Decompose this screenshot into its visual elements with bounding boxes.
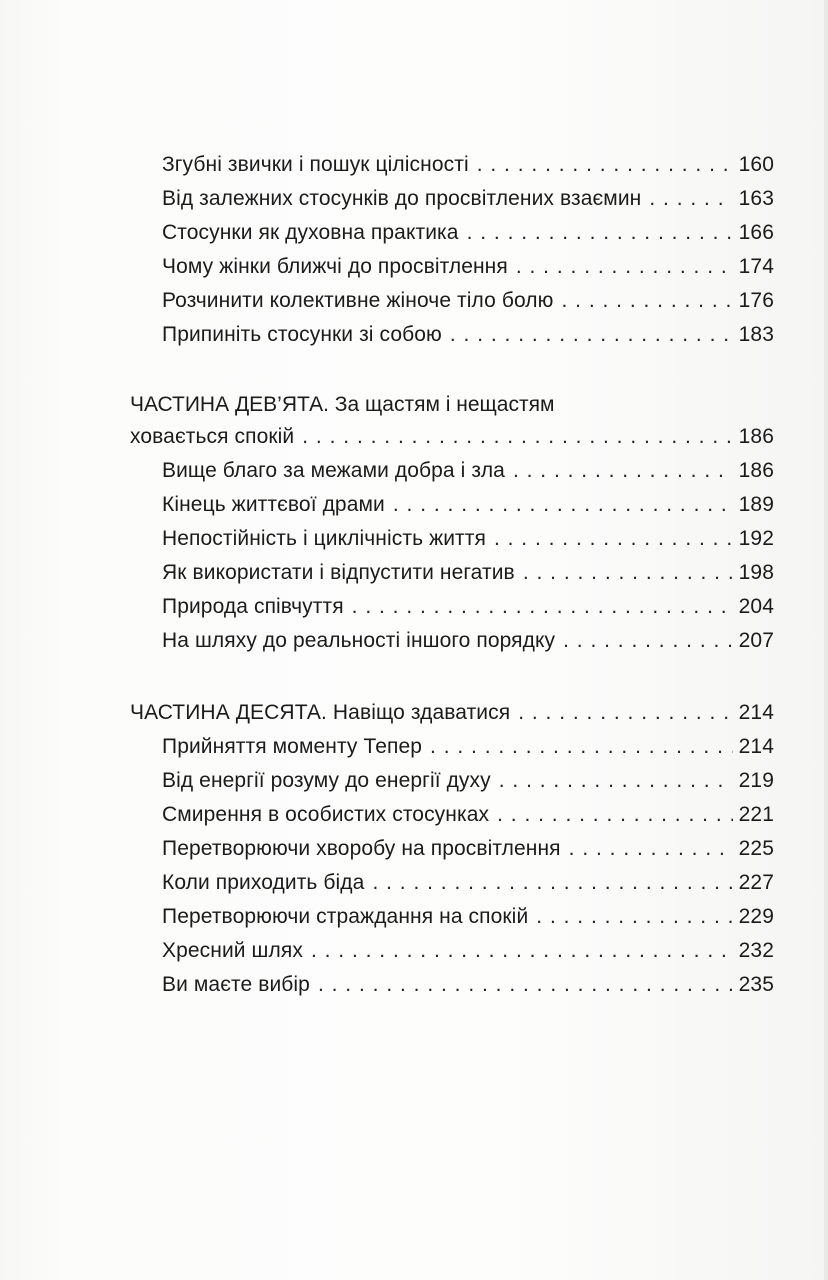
toc-entry: [162, 972, 774, 998]
toc-entry-page: 221: [738, 803, 774, 826]
toc-entry-title: Ви маєте вибір: [162, 973, 310, 996]
dot-leader: [523, 560, 733, 586]
toc-entry-title: Перетворюючи страждання на спокій: [162, 905, 529, 928]
toc-entry: [162, 836, 774, 862]
dot-leader: [430, 734, 733, 760]
toc-entry-title: Розчинити колективне жіноче тіло болю: [162, 289, 554, 312]
toc-entry-page: 166: [738, 221, 774, 244]
toc-entry: [162, 802, 774, 828]
toc-entry-page: 204: [738, 595, 774, 618]
toc-entry: [162, 734, 774, 760]
dot-leader: [569, 836, 733, 862]
dot-leader: [563, 628, 733, 654]
toc-entry: [162, 526, 774, 552]
toc-entry-page: 176: [738, 289, 774, 312]
dot-leader: [318, 972, 733, 998]
toc-entry: [162, 870, 774, 896]
dot-leader: [561, 288, 732, 314]
toc-entry-page: 225: [738, 837, 774, 860]
toc-entry-title: Як використати і відпустити негатив: [162, 561, 515, 584]
toc-entry-page: 207: [738, 629, 774, 652]
dot-leader: [494, 526, 733, 552]
part-9-heading-continuation: ховається спокій: [130, 425, 295, 448]
part-10-heading: ЧАСТИНА ДЕСЯТА. Навіщо здаватися: [130, 701, 511, 724]
toc-entry: [162, 458, 774, 484]
toc-entry: [162, 288, 774, 314]
toc-entry-page: 219: [738, 769, 774, 792]
dot-leader: [477, 152, 733, 178]
dot-leader: [518, 700, 732, 726]
toc-entry: [162, 628, 774, 654]
toc-part-entry: [130, 700, 774, 726]
dot-leader: [372, 870, 732, 896]
toc-entry-page: 163: [738, 187, 774, 210]
toc-entry-title: Стосунки як духовна практика: [162, 221, 459, 244]
toc-part-page: 214: [738, 701, 774, 724]
toc-entry-page: 198: [738, 561, 774, 584]
dot-leader: [352, 594, 733, 620]
toc-entry-title: Смирення в особистих стосунках: [162, 803, 490, 826]
toc-entry-title: Вище благо за межами добра і зла: [162, 459, 505, 482]
toc-entry-title: Хресний шлях: [162, 939, 303, 962]
toc-entry-page: 160: [738, 153, 774, 176]
toc-entry: [162, 768, 774, 794]
toc-entry: [162, 186, 774, 212]
toc-entry: [162, 254, 774, 280]
dot-leader: [450, 322, 733, 348]
toc-part-page: 186: [738, 425, 774, 448]
dot-leader: [499, 768, 733, 794]
toc-entry-title: Припиніть стосунки зі собою: [162, 323, 442, 346]
dot-leader: [536, 904, 732, 930]
toc-entry-title: Кінець життєвої драми: [162, 493, 385, 516]
toc-entry-title: Згубні звички і пошук цілісності: [162, 153, 469, 176]
toc-entry-title: На шляху до реальності іншого порядку: [162, 629, 556, 652]
toc-entry: [162, 904, 774, 930]
toc-entry: [162, 492, 774, 518]
toc-entry: [162, 322, 774, 348]
toc-entry-title: Природа співчуття: [162, 595, 344, 618]
toc-entry-title: Коли приходить біда: [162, 871, 365, 894]
toc-entry-page: 229: [738, 905, 774, 928]
dot-leader: [302, 424, 732, 450]
dot-leader: [311, 938, 733, 964]
toc-entry-page: 192: [738, 527, 774, 550]
toc-entry-title: Від енергії розуму до енергії духу: [162, 769, 491, 792]
toc-entry: [162, 594, 774, 620]
toc-entry-page: 214: [738, 735, 774, 758]
toc-entry: [162, 152, 774, 178]
toc-part-entry: [130, 424, 774, 450]
toc-entry: [162, 938, 774, 964]
dot-leader: [513, 458, 733, 484]
toc-entry-page: 186: [738, 459, 774, 482]
toc-entry-page: 227: [738, 871, 774, 894]
toc-entry-title: Непостійність і циклічність життя: [162, 527, 486, 550]
toc-entry: [162, 220, 774, 246]
toc-entry-page: 235: [738, 973, 774, 996]
dot-leader: [497, 802, 733, 828]
toc-entry-page: 189: [738, 493, 774, 516]
toc-entry: [162, 560, 774, 586]
toc-entry-page: 174: [738, 255, 774, 278]
toc-entry-title: Від залежних стосунків до просвітлених взаємин: [162, 187, 642, 210]
part-9-heading: ЧАСТИНА ДЕВ’ЯТА. За щастям і нещастям: [130, 393, 555, 416]
toc-entry-title: Прийняття моменту Тепер: [162, 735, 423, 758]
dot-leader: [467, 220, 733, 246]
toc-entry-title: Чому жінки ближчі до просвітлення: [162, 255, 508, 278]
toc-entry-title: Перетворюючи хворобу на просвітлення: [162, 837, 561, 860]
dot-leader: [516, 254, 733, 280]
dot-leader: [649, 186, 732, 212]
dot-leader: [393, 492, 733, 518]
toc-entry-page: 183: [738, 323, 774, 346]
toc-entry-page: 232: [738, 939, 774, 962]
